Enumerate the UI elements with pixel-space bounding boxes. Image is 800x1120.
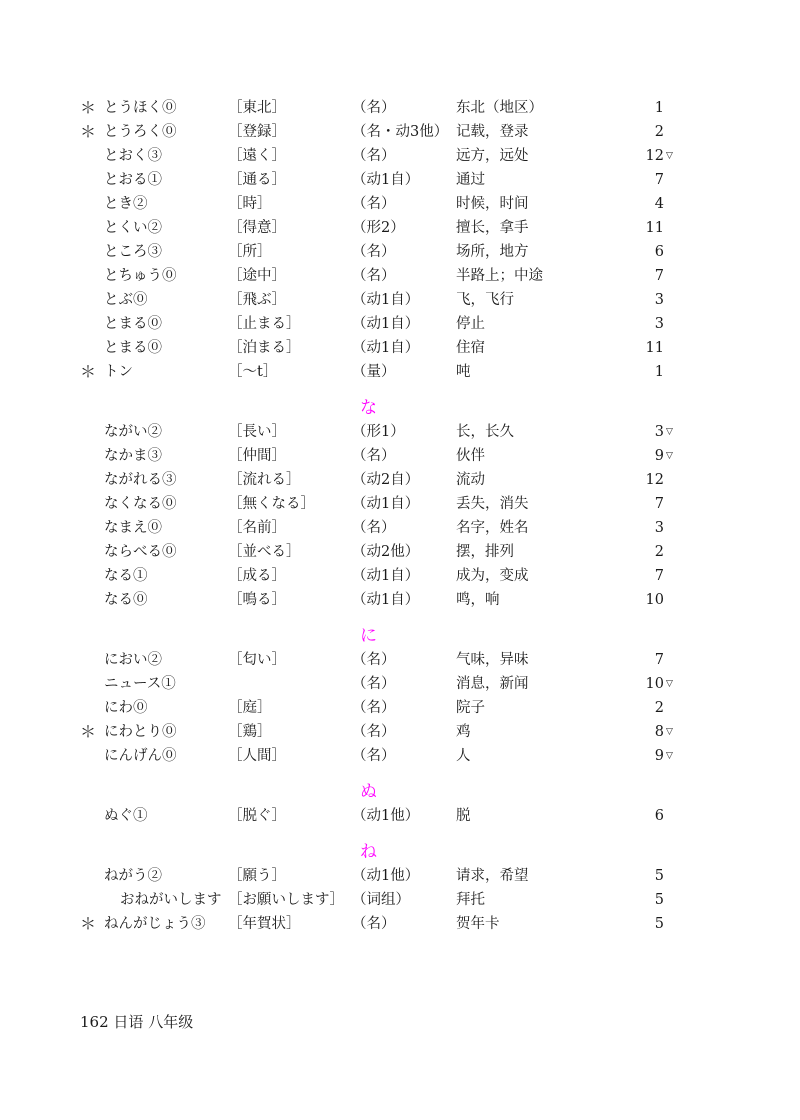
- entry-kana: とき②: [104, 196, 148, 212]
- vocab-entry: [0, 192, 800, 216]
- entry-meaning: 记载，登录: [456, 124, 529, 140]
- entry-lesson: 3: [654, 316, 664, 332]
- entry-lesson: 2: [654, 124, 664, 140]
- entry-lesson: 1: [654, 364, 664, 380]
- section-heading: [0, 768, 800, 804]
- entry-meaning: 停止: [456, 316, 485, 332]
- entry-lesson: 7: [654, 496, 664, 512]
- vocab-entry: [0, 468, 800, 492]
- entry-lesson-mark: ▽: [666, 151, 673, 161]
- entry-lesson-mark: ▽: [666, 751, 673, 761]
- vocab-entry: [0, 648, 800, 672]
- entry-kana: ながれる③: [104, 472, 177, 488]
- entry-kanji: ［願う］: [228, 868, 286, 884]
- entry-kana: とおる①: [104, 172, 162, 188]
- entry-kana: ニュース①: [104, 676, 176, 692]
- vocab-entry: [0, 588, 800, 612]
- entry-part-of-speech: （名）: [352, 748, 396, 764]
- entry-part-of-speech: （名）: [352, 448, 396, 464]
- entry-lesson: 3: [654, 520, 664, 536]
- entry-kanji: ［遠く］: [228, 148, 286, 164]
- entry-lesson: 7: [654, 268, 664, 284]
- vocab-entry: [0, 240, 800, 264]
- entry-lesson: 9: [654, 748, 664, 764]
- entry-part-of-speech: （名）: [352, 148, 396, 164]
- entry-part-of-speech: （动1他）: [352, 868, 420, 884]
- entry-lesson: 5: [654, 916, 664, 932]
- entry-kanji: ［庭］: [228, 700, 272, 716]
- entry-kana: にわとり⓪: [104, 724, 177, 740]
- entry-kanji: ［得意］: [228, 220, 286, 236]
- importance-star: ＊: [80, 722, 97, 741]
- entry-meaning: 院子: [456, 700, 485, 716]
- vocab-entry: [0, 672, 800, 696]
- entry-kanji: ［飛ぶ］: [228, 292, 286, 308]
- entry-lesson: 12: [645, 472, 664, 488]
- entry-lesson: 4: [654, 196, 664, 212]
- entry-kanji: ［鶏］: [228, 724, 272, 740]
- entry-part-of-speech: （名・动3他）: [352, 124, 449, 140]
- vocab-entry: [0, 336, 800, 360]
- entry-kana: にわ⓪: [104, 700, 148, 716]
- entry-part-of-speech: （动1自）: [352, 340, 420, 356]
- entry-meaning: 请求，希望: [456, 868, 529, 884]
- vocab-entry: [0, 360, 800, 384]
- entry-part-of-speech: （名）: [352, 520, 396, 536]
- entry-kana: にんげん⓪: [104, 748, 177, 764]
- entry-meaning: 擅长，拿手: [456, 220, 529, 236]
- entry-part-of-speech: （动2他）: [352, 544, 420, 560]
- entry-kana: なまえ⓪: [104, 520, 162, 536]
- entry-kana: なくなる⓪: [104, 496, 177, 512]
- entry-lesson-mark: ▽: [666, 679, 673, 689]
- entry-lesson: 11: [645, 340, 664, 356]
- entry-meaning: 时候，时间: [456, 196, 529, 212]
- entry-kanji: ［匂い］: [228, 652, 286, 668]
- entry-lesson: 8: [654, 724, 664, 740]
- entry-lesson-mark: ▽: [666, 427, 673, 437]
- entry-part-of-speech: （动1自）: [352, 496, 420, 512]
- importance-star: ＊: [80, 122, 97, 141]
- entry-kanji: ［所］: [228, 244, 272, 260]
- entry-meaning: 半路上；中途: [456, 268, 543, 284]
- entry-kanji: ［東北］: [228, 100, 286, 116]
- importance-star: ＊: [80, 98, 97, 117]
- entry-kana: トン: [104, 364, 133, 380]
- vocab-entry: [0, 288, 800, 312]
- entry-lesson: 10: [645, 592, 664, 608]
- entry-kana: ぬぐ①: [104, 808, 148, 824]
- entry-kana: とおく③: [104, 148, 162, 164]
- entry-lesson: 11: [645, 220, 664, 236]
- entry-meaning: 住宿: [456, 340, 485, 356]
- section-heading: [0, 828, 800, 864]
- vocab-entry: [0, 540, 800, 564]
- vocab-entry: [0, 120, 800, 144]
- entry-meaning: 丢失，消失: [456, 496, 529, 512]
- entry-part-of-speech: （名）: [352, 916, 396, 932]
- vocab-entry: [0, 420, 800, 444]
- entry-kanji: ［無くなる］: [228, 496, 315, 512]
- entry-kana: ならべる⓪: [104, 544, 177, 560]
- section-heading: [0, 612, 800, 648]
- entry-lesson: 6: [654, 808, 664, 824]
- entry-lesson: 7: [654, 652, 664, 668]
- entry-kanji: ［脱ぐ］: [228, 808, 286, 824]
- entry-meaning: 东北（地区）: [456, 100, 543, 116]
- section-heading: [0, 384, 800, 420]
- entry-meaning: 贺年卡: [456, 916, 500, 932]
- entry-kana: なる①: [104, 568, 148, 584]
- entry-kanji: ［時］: [228, 196, 272, 212]
- entry-part-of-speech: （名）: [352, 100, 396, 116]
- entry-meaning: 伙伴: [456, 448, 485, 464]
- entry-lesson: 10: [645, 676, 664, 692]
- entry-lesson: 5: [654, 892, 664, 908]
- vocab-entry: [0, 216, 800, 240]
- vocab-entry: [0, 720, 800, 744]
- entry-meaning: 摆，排列: [456, 544, 514, 560]
- page-footer: [80, 1012, 193, 1032]
- entry-part-of-speech: （名）: [352, 196, 396, 212]
- entry-part-of-speech: （名）: [352, 724, 396, 740]
- vocab-entry: [0, 168, 800, 192]
- entry-kana: ところ③: [104, 244, 162, 260]
- entry-part-of-speech: （名）: [352, 244, 396, 260]
- section-heading-label: ぬ: [360, 782, 377, 802]
- entry-kana: とまる⓪: [104, 340, 162, 356]
- vocab-entry: [0, 564, 800, 588]
- entry-meaning: 流动: [456, 472, 485, 488]
- entry-meaning: 场所，地方: [456, 244, 529, 260]
- entry-part-of-speech: （动2自）: [352, 472, 420, 488]
- entry-lesson-mark: ▽: [666, 451, 673, 461]
- entry-lesson: 9: [654, 448, 664, 464]
- entry-lesson: 7: [654, 568, 664, 584]
- entry-kanji: ［泊まる］: [228, 340, 301, 356]
- entry-meaning: 飞，飞行: [456, 292, 514, 308]
- entry-kanji: ［止まる］: [228, 316, 301, 332]
- entry-meaning: 吨: [456, 364, 471, 380]
- entry-kanji: ［お願いします］: [228, 892, 344, 908]
- entry-kanji: ［～t］: [228, 364, 278, 380]
- entry-kana: とちゅう⓪: [104, 268, 177, 284]
- entry-kanji: ［並べる］: [228, 544, 301, 560]
- entry-part-of-speech: （名）: [352, 700, 396, 716]
- entry-lesson: 3: [654, 292, 664, 308]
- entry-lesson-mark: ▽: [666, 727, 673, 737]
- entry-kana: とぶ⓪: [104, 292, 148, 308]
- vocab-entry: [0, 264, 800, 288]
- entry-kana: とうろく⓪: [104, 124, 177, 140]
- entry-meaning: 长，长久: [456, 424, 514, 440]
- entry-kanji: ［仲間］: [228, 448, 286, 464]
- entry-lesson: 7: [654, 172, 664, 188]
- entry-meaning: 气味，异味: [456, 652, 529, 668]
- entry-part-of-speech: （名）: [352, 652, 396, 668]
- entry-kanji: ［流れる］: [228, 472, 301, 488]
- vocab-entry: [0, 444, 800, 468]
- entry-part-of-speech: （量）: [352, 364, 396, 380]
- section-heading-label: な: [360, 398, 377, 418]
- entry-meaning: 鸣，响: [456, 592, 500, 608]
- entry-part-of-speech: （形2）: [352, 220, 405, 236]
- entry-kana: におい②: [104, 652, 162, 668]
- entry-kanji: ［通る］: [228, 172, 286, 188]
- section-heading-label: に: [360, 626, 377, 646]
- entry-lesson: 2: [654, 700, 664, 716]
- entry-kanji: ［年賀状］: [228, 916, 301, 932]
- vocab-entry: [0, 312, 800, 336]
- entry-meaning: 通过: [456, 172, 485, 188]
- entry-kana: とまる⓪: [104, 316, 162, 332]
- entry-kana: なかま③: [104, 448, 162, 464]
- entry-meaning: 消息，新闻: [456, 676, 529, 692]
- entry-part-of-speech: （动1自）: [352, 568, 420, 584]
- book-title: 日语 八年级: [113, 1013, 194, 1031]
- vocab-entry: [0, 516, 800, 540]
- entry-part-of-speech: （词组）: [352, 892, 410, 908]
- entry-part-of-speech: （名）: [352, 676, 396, 692]
- entry-meaning: 拜托: [456, 892, 485, 908]
- entry-lesson: 12: [645, 148, 664, 164]
- entry-meaning: 成为，变成: [456, 568, 529, 584]
- vocab-entry: [0, 492, 800, 516]
- entry-meaning: 人: [456, 748, 471, 764]
- entry-kanji: ［名前］: [228, 520, 286, 536]
- entry-kana: おねがいします: [120, 892, 222, 908]
- entry-kanji: ［長い］: [228, 424, 286, 440]
- entry-kanji: ［途中］: [228, 268, 286, 284]
- entry-part-of-speech: （形1）: [352, 424, 405, 440]
- entry-meaning: 脱: [456, 808, 471, 824]
- vocab-entry: [0, 912, 800, 936]
- entry-kanji: ［鳴る］: [228, 592, 286, 608]
- entry-lesson: 1: [654, 100, 664, 116]
- entry-lesson: 6: [654, 244, 664, 260]
- entry-part-of-speech: （动1自）: [352, 172, 420, 188]
- entry-meaning: 名字，姓名: [456, 520, 529, 536]
- entry-part-of-speech: （动1自）: [352, 292, 420, 308]
- entry-kana: ねんがじょう③: [104, 916, 206, 932]
- entry-kana: なる⓪: [104, 592, 148, 608]
- vocabulary-list: [0, 96, 800, 936]
- entry-kana: ねがう②: [104, 868, 162, 884]
- vocab-entry: [0, 804, 800, 828]
- entry-part-of-speech: （动1他）: [352, 808, 420, 824]
- page-number: 162: [80, 1013, 109, 1031]
- entry-meaning: 鸡: [456, 724, 471, 740]
- entry-part-of-speech: （动1自）: [352, 592, 420, 608]
- vocab-entry: [0, 696, 800, 720]
- entry-part-of-speech: （名）: [352, 268, 396, 284]
- entry-lesson: 5: [654, 868, 664, 884]
- entry-kanji: ［成る］: [228, 568, 286, 584]
- entry-kanji: ［登録］: [228, 124, 286, 140]
- vocab-entry: [0, 888, 800, 912]
- entry-lesson: 2: [654, 544, 664, 560]
- section-heading-label: ね: [360, 842, 377, 862]
- entry-meaning: 远方，远处: [456, 148, 529, 164]
- entry-kana: ながい②: [104, 424, 162, 440]
- importance-star: ＊: [80, 362, 97, 381]
- entry-lesson: 3: [654, 424, 664, 440]
- entry-kana: とうほく⓪: [104, 100, 177, 116]
- entry-part-of-speech: （动1自）: [352, 316, 420, 332]
- vocab-entry: [0, 864, 800, 888]
- entry-kana: とくい②: [104, 220, 162, 236]
- entry-kanji: ［人間］: [228, 748, 286, 764]
- vocab-entry: [0, 96, 800, 120]
- vocab-entry: [0, 744, 800, 768]
- importance-star: ＊: [80, 914, 97, 933]
- vocab-entry: [0, 144, 800, 168]
